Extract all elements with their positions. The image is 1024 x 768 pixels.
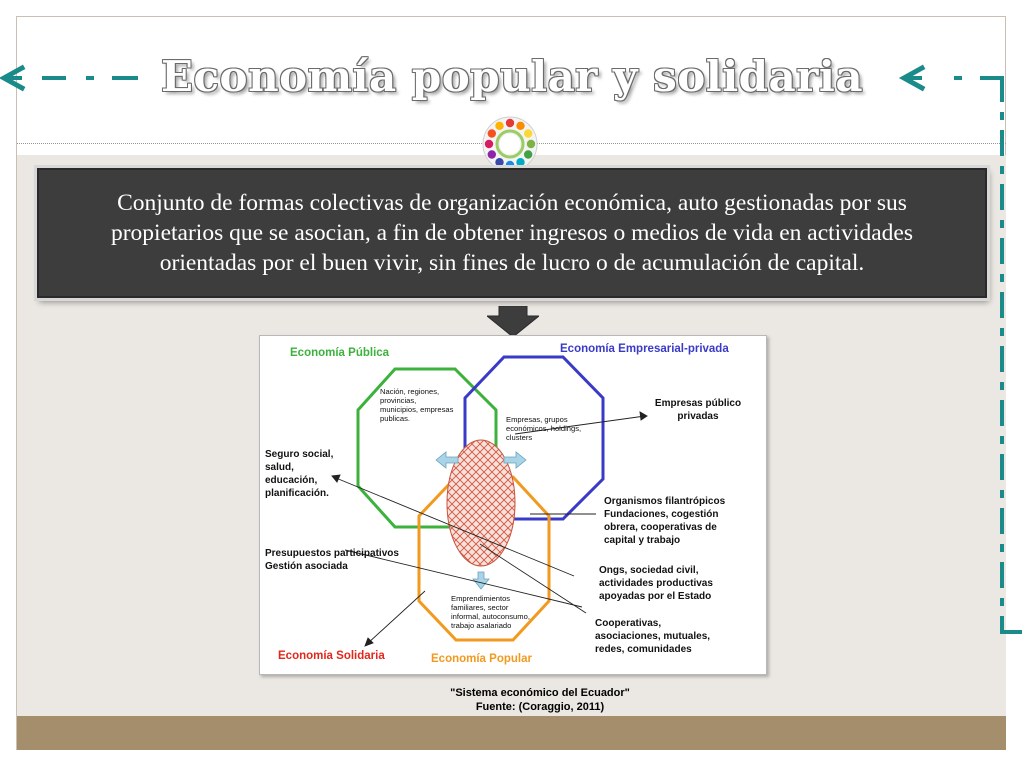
label-economia-publica: Economía Pública xyxy=(290,347,390,359)
definition-box xyxy=(37,168,987,298)
svg-text:Emprendimientos: Emprendimientos xyxy=(451,594,511,603)
svg-text:económicos, holdings,: económicos, holdings, xyxy=(506,424,582,433)
definition-text: Conjunto de formas colectivas de organización económica, auto gestionadas por sus propietarios que se asocian, a fin de obtener ingresos o medios de vida en actividades orientadas por el buen vivir, sin fines de lucro o de acumulación de capital. xyxy=(110,190,913,276)
publica-inner-text xyxy=(380,387,454,423)
svg-text:apoyadas por el Estado: apoyadas por el Estado xyxy=(599,591,712,602)
caption-title: "Sistema económico del Ecuador" xyxy=(450,687,630,699)
empresarial-inner-text xyxy=(506,415,581,442)
label-ongs xyxy=(599,565,713,602)
label-organismos xyxy=(604,496,726,546)
svg-text:Seguro social,: Seguro social, xyxy=(265,449,334,460)
arrow-down-icon xyxy=(473,572,489,589)
svg-text:Organismos filantrópicos: Organismos filantrópicos xyxy=(604,496,726,507)
svg-text:Fundaciones, cogestión: Fundaciones, cogestión xyxy=(604,509,719,520)
svg-text:salud,: salud, xyxy=(265,462,294,473)
svg-text:publicas.: publicas. xyxy=(380,414,410,423)
label-cooperativas xyxy=(595,618,710,655)
svg-text:Ongs, sociedad civil,: Ongs, sociedad civil, xyxy=(599,565,699,576)
people-circle-logo xyxy=(481,115,539,173)
svg-text:Empresas público: Empresas público xyxy=(654,398,742,409)
svg-text:educación,: educación, xyxy=(265,475,318,486)
figure-caption xyxy=(340,686,740,714)
svg-text:planificación.: planificación. xyxy=(265,488,329,499)
svg-text:asociaciones, mutuales,: asociaciones, mutuales, xyxy=(595,631,711,642)
label-economia-popular: Economía Popular xyxy=(431,653,532,665)
label-economia-empresarial: Economía Empresarial-privada xyxy=(560,343,729,355)
svg-text:trabajo asalariado: trabajo asalariado xyxy=(451,621,512,630)
svg-text:familiares, sector: familiares, sector xyxy=(451,603,509,612)
popular-inner-text xyxy=(451,594,530,630)
slide-title: Economía popular y solidaria xyxy=(160,52,864,101)
label-economia-solidaria: Economía Solidaria xyxy=(278,650,385,662)
svg-text:Empresas, grupos: Empresas, grupos xyxy=(506,415,568,424)
label-seguro-social xyxy=(265,449,334,499)
svg-text:clusters: clusters xyxy=(506,433,533,442)
down-arrow-icon xyxy=(487,306,539,338)
svg-text:privadas: privadas xyxy=(677,411,719,422)
svg-text:provincias,: provincias, xyxy=(380,396,417,405)
svg-text:Cooperativas,: Cooperativas, xyxy=(595,618,662,629)
svg-text:Presupuestos participativos: Presupuestos participativos xyxy=(265,548,399,559)
svg-text:obrera, cooperativas de: obrera, cooperativas de xyxy=(604,522,717,533)
svg-text:Nación, regiones,: Nación, regiones, xyxy=(380,387,440,396)
svg-text:informal, autoconsumo,: informal, autoconsumo, xyxy=(451,612,530,621)
svg-text:actividades productivas: actividades productivas xyxy=(599,578,713,589)
svg-text:redes, comunidades: redes, comunidades xyxy=(595,644,692,655)
svg-text:Gestión asociada: Gestión asociada xyxy=(265,561,348,572)
svg-text:municipios, empresas: municipios, empresas xyxy=(380,405,454,414)
label-presupuestos xyxy=(265,548,399,572)
caption-source: Fuente: (Coraggio, 2011) xyxy=(475,701,605,713)
label-empresas-publico-privadas xyxy=(655,398,741,422)
economic-system-diagram xyxy=(259,335,767,675)
svg-text:capital y trabajo: capital y trabajo xyxy=(604,535,681,546)
